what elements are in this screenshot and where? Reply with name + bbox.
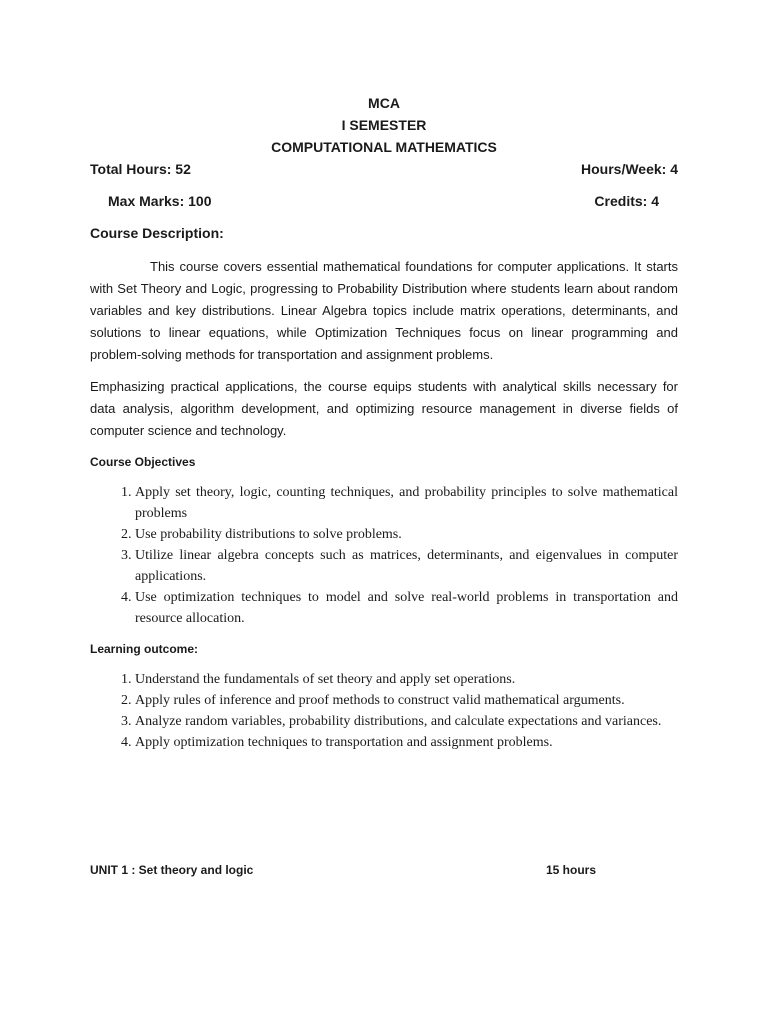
- credits: Credits: 4: [594, 193, 659, 209]
- outcomes-list: [90, 669, 678, 753]
- hours-per-week: Hours/Week: 4: [581, 161, 678, 177]
- list-item: 4. Apply optimization techniques to transportation and assignment problems.: [135, 732, 678, 753]
- list-item: 1. Understand the fundamentals of set theory and apply set operations.: [135, 669, 678, 690]
- list-item: 3. Utilize linear algebra concepts such as matrices, determinants, and eigenvalues in computer applications.: [135, 545, 678, 587]
- unit-heading-row: [90, 860, 596, 880]
- title-block: [90, 92, 678, 158]
- total-hours: Total Hours: 52: [90, 161, 191, 177]
- meta-row-marks: [90, 190, 678, 212]
- program-title: MCA: [368, 95, 400, 111]
- course-objectives-heading: Course Objectives: [90, 455, 196, 469]
- list-item: 4. Use optimization techniques to model and solve real-world problems in transportation and resource allocation.: [135, 587, 678, 629]
- document-page: [90, 92, 678, 753]
- list-item: 1. Apply set theory, logic, counting techniques, and probability principles to solve mathematical problems: [135, 482, 678, 524]
- unit-label: UNIT 1 : Set theory and logic: [90, 863, 254, 877]
- unit-hours: 15 hours: [545, 863, 596, 877]
- max-marks: Max Marks: 100: [108, 193, 212, 209]
- objectives-list: [90, 482, 678, 629]
- list-item: 3. Analyze random variables, probability distributions, and calculate expectations and variances.: [135, 711, 678, 732]
- semester-title: I SEMESTER: [341, 117, 427, 133]
- course-description-heading: Course Description:: [90, 225, 224, 241]
- description-paragraph-2: Emphasizing practical applications, the course equips students with analytical skills necessary for data analysis, algorithm development, and optimizing resource management in diverse fields of computer science and technology.: [90, 379, 678, 438]
- course-title: COMPUTATIONAL MATHEMATICS: [271, 139, 497, 155]
- list-item: 2. Use probability distributions to solve problems.: [135, 524, 678, 545]
- list-item: 2. Apply rules of inference and proof methods to construct valid mathematical arguments.: [135, 690, 678, 711]
- learning-outcome-heading: Learning outcome:: [90, 642, 199, 656]
- description-paragraph-1: This course covers essential mathematical foundations for computer applications. It starts with Set Theory and Logic, progressing to Probability Distribution where students learn about random variables and key distributions. Linear Algebra topics include matrix operations, determinants, and solutions to linear equations, while Optimization Techniques focus on linear programming and problem-solving methods for transportation and assignment problems.: [90, 259, 678, 362]
- meta-row-hours: [90, 158, 678, 180]
